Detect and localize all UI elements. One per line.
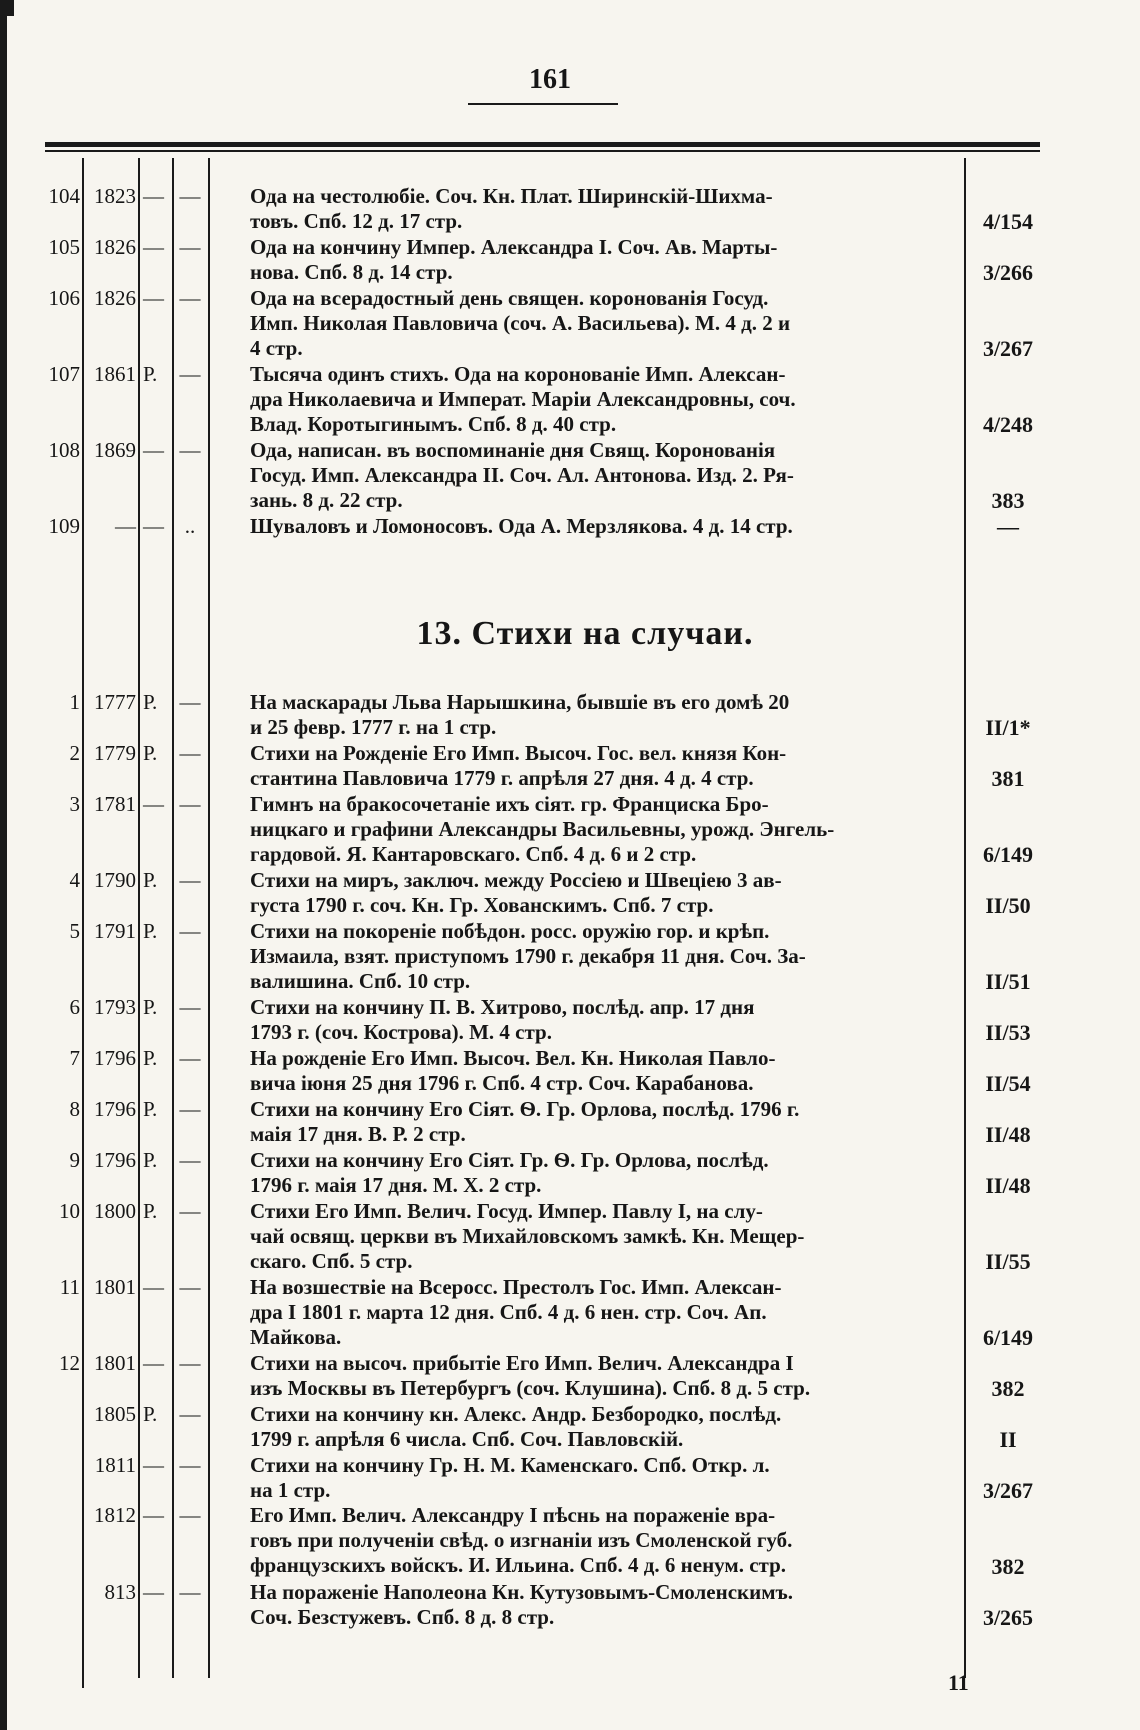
poem-entry-year: 1812 (94, 1503, 136, 1528)
description-line: 1799 г. апрѣля 6 числа. Спб. Соч. Павловскій. (250, 1426, 684, 1451)
ode-entry-year: — (115, 514, 136, 539)
poem-entry-reference: 381 (991, 766, 1025, 792)
poem-entry-description (250, 995, 960, 1045)
ode-entry-description (250, 362, 960, 437)
poem-entry-reference: 382 (991, 1553, 1025, 1579)
poem-entry-mark-p: Р. (143, 1147, 158, 1172)
description-line: Ода, написан. въ воспоминаніе дня Свящ. Коронованія (250, 438, 776, 462)
ode-entry-year: 1823 (94, 184, 136, 208)
ode-entry-mark-t: — (179, 285, 201, 310)
poem-entry-year: 1779 (94, 740, 136, 765)
poem-entry-year: 1777 (94, 690, 136, 714)
ode-entry-mark-p: — (143, 234, 164, 259)
description-line: скаго. Спб. 5 стр. (250, 1248, 413, 1273)
description-line: густа 1790 г. соч. Кн. Гр. Хованскимъ. Спб. 7 стр. (250, 892, 714, 917)
poem-entry-description (250, 919, 960, 994)
description-line: французскихъ войскъ. И. Ильина. Спб. 4 д. 6 ненум. стр. (250, 1553, 787, 1578)
description-line: Ода на честолюбіе. Соч. Кн. Плат. Ширинскій-Шихма- (250, 184, 773, 208)
poem-entry-reference: II (999, 1426, 1017, 1452)
poem-entry-mark-t: — (179, 740, 201, 765)
section-title: 13. Стихи на случаи. (416, 615, 754, 652)
description-line: дра І 1801 г. марта 12 дня. Спб. 4 д. 6 нен. стр. Соч. Ап. (250, 1299, 767, 1324)
description-line: Стихи на кончину Его Сіят. Гр. Ѳ. Гр. Орлова, послѣд. (250, 1147, 769, 1172)
poem-entry-mark-p: — (143, 791, 164, 816)
poem-entry-year: 1811 (94, 1452, 136, 1477)
poem-entry-mark-p: Р. (143, 690, 158, 714)
description-line: На возшествіе на Всеросс. Престолъ Гос. Имп. Алексан- (250, 1274, 782, 1299)
poem-entry-reference: II/55 (985, 1248, 1031, 1274)
signature-mark: 11 (948, 1670, 969, 1695)
ode-entry-number: 105 (48, 234, 80, 259)
poem-entry-mark-p: — (143, 1350, 164, 1375)
description-line: и 25 февр. 1777 г. на 1 стр. (250, 715, 497, 739)
poem-entry-number: 11 (59, 1274, 80, 1299)
description-line: вича іюня 25 дня 1796 г. Спб. 4 стр. Соч. Карабанова. (250, 1070, 754, 1095)
description-line: На маскарады Льва Нарышкина, бывшіе въ его домѣ 20 (250, 690, 790, 714)
poem-entry-mark-t: — (179, 1045, 201, 1070)
ode-entry-mark-p: — (143, 514, 164, 539)
description-line: говъ при полученіи свѣд. о изгнаніи изъ Смоленской губ. (250, 1528, 793, 1553)
poem-entry-mark-t: — (179, 994, 201, 1019)
poem-entry-number: 6 (69, 994, 80, 1019)
ode-entry-mark-p: — (143, 184, 164, 208)
description-line: Стихи на кончину Гр. Н. М. Каменскаго. Спб. Откр. л. (250, 1452, 770, 1477)
ode-entry-description (250, 286, 960, 361)
poem-entry-mark-p: — (143, 1579, 164, 1604)
description-line: На рожденіе Его Имп. Высоч. Вел. Кн. Николая Павло- (250, 1045, 776, 1070)
poem-entry-reference: II/50 (985, 893, 1031, 919)
description-line: Стихи на кончину Его Сіят. Ѳ. Гр. Орлова, послѣд. 1796 г. (250, 1096, 800, 1121)
poem-entry-mark-t: — (179, 1096, 201, 1121)
poem-entry-year: 1801 (94, 1350, 136, 1375)
poem-entry-reference: II/48 (985, 1172, 1031, 1198)
description-line: Его Имп. Велич. Александру І пѣснь на пораженіе вра- (250, 1503, 776, 1528)
ode-entry-mark-p: Р. (143, 361, 158, 386)
column-rule-t (208, 158, 210, 1678)
ode-entry-number: 107 (48, 361, 80, 386)
ode-entry-reference: 3/266 (982, 260, 1034, 286)
description-line: нова. Спб. 8 д. 14 стр. (250, 259, 453, 284)
description-line: Измаила, взят. приступомъ 1790 г. декабря 11 дня. Соч. За- (250, 943, 806, 968)
poem-entry-mark-p: Р. (143, 918, 158, 943)
scan-edge (0, 0, 7, 1730)
poem-entry-reference: II/48 (985, 1121, 1031, 1147)
poem-entry-number: 10 (59, 1198, 80, 1223)
poem-entry-mark-t: — (179, 1274, 201, 1299)
ode-entry-reference: 4/154 (982, 209, 1034, 235)
description-line: Стихи на высоч. прибытіе Его Имп. Велич. Александра І (250, 1350, 794, 1375)
poem-entry-number: 12 (59, 1350, 80, 1375)
poem-entry-year: 813 (104, 1579, 136, 1604)
description-line: 1796 г. маія 17 дня. М. Х. 2 стр. (250, 1172, 542, 1197)
description-line: маія 17 дня. В. Р. 2 стр. (250, 1121, 466, 1146)
header-rule (45, 142, 1040, 147)
poem-entry-year: 1790 (94, 867, 136, 892)
poem-entry-description (250, 1453, 960, 1503)
poem-entry-mark-p: — (143, 1274, 164, 1299)
poem-entry-mark-t: — (179, 1503, 201, 1528)
poem-entry-description (250, 1351, 960, 1401)
poem-entry-reference: 6/149 (982, 1325, 1034, 1350)
description-line: Шуваловъ и Ломоносовъ. Ода А. Мерзлякова. 4 д. 14 стр. (250, 514, 793, 539)
ode-entry-mark-p: — (143, 285, 164, 310)
ode-entry-description (250, 235, 960, 285)
description-line: Стихи на кончину кн. Алекс. Андр. Безбородко, послѣд. (250, 1401, 782, 1426)
ode-entry-reference: 3/267 (982, 336, 1034, 362)
poem-entry-number: 9 (69, 1147, 80, 1172)
poem-entry-description (250, 1097, 960, 1147)
poem-entry-description (250, 1046, 960, 1096)
poem-entry-year: 1805 (94, 1401, 136, 1426)
poem-entry-number: 5 (69, 918, 80, 943)
poem-entry-description (250, 1402, 960, 1452)
poem-entry-mark-t: — (179, 690, 201, 714)
poem-entry-mark-p: Р. (143, 867, 158, 892)
poem-entry-mark-t: — (179, 1452, 201, 1477)
scan-corner (0, 0, 14, 16)
poem-entry-description (250, 1148, 960, 1198)
description-line: Гимнъ на бракосочетаніе ихъ сіят. гр. Франциска Бро- (250, 791, 769, 816)
ode-entry-description (250, 184, 960, 234)
poem-entry-year: 1791 (94, 918, 136, 943)
poem-entry-description (250, 741, 960, 791)
page-number: 161 (529, 64, 571, 95)
poem-entry-description (250, 690, 960, 740)
poem-entry-mark-p: Р. (143, 1096, 158, 1121)
description-line: стантина Павловича 1779 г. апрѣля 27 дня. 4 д. 4 стр. (250, 765, 754, 790)
poem-entry-mark-p: Р. (143, 740, 158, 765)
description-line: Стихи Его Имп. Велич. Госуд. Импер. Павлу І, на слу- (250, 1198, 763, 1223)
poem-entry-year: 1796 (94, 1096, 136, 1121)
ode-entry-year: 1869 (94, 438, 136, 462)
poem-entry-mark-p: — (143, 1503, 164, 1528)
poem-entry-description (250, 792, 960, 867)
ode-entry-reference: — (997, 514, 1019, 540)
description-line: чай освящ. церкви въ Михайловскомъ замкѣ. Кн. Мещер- (250, 1223, 805, 1248)
poem-entry-number: 8 (69, 1096, 80, 1121)
description-line: Влад. Коротыгинымъ. Спб. 8 д. 40 стр. (250, 411, 617, 436)
poem-entry-mark-t: — (179, 791, 201, 816)
ode-entry-year: 1861 (94, 361, 136, 386)
poem-entry-number: 3 (69, 791, 80, 816)
description-line: Ода на кончину Импер. Александра І. Соч. Ав. Марты- (250, 234, 778, 259)
poem-entry-reference: 6/149 (982, 842, 1034, 868)
description-line: Госуд. Имп. Александра II. Соч. Ал. Антонова. Изд. 2. Ря- (250, 463, 794, 487)
poem-entry-year: 1781 (94, 791, 136, 816)
poem-entry-reference: 382 (991, 1375, 1025, 1401)
poem-entry-reference: 3/265 (982, 1604, 1034, 1630)
poem-entry-mark-p: Р. (143, 994, 158, 1019)
poem-entry-number: 4 (69, 867, 80, 892)
poem-entry-mark-p: Р. (143, 1198, 158, 1223)
poem-entry-number: 7 (69, 1045, 80, 1070)
column-rule-text (964, 158, 966, 1678)
description-line: Майкова. (250, 1324, 342, 1349)
description-line: гардовой. Я. Кантаровскаго. Спб. 4 д. 6 и 2 стр. (250, 841, 697, 866)
column-rule-p (172, 158, 174, 1678)
ode-entry-mark-t: — (179, 361, 201, 386)
poem-entry-mark-p: Р. (143, 1401, 158, 1426)
poem-entry-reference: II/54 (985, 1071, 1031, 1096)
header-rule-thin (45, 150, 1040, 152)
description-line: Ода на всерадостный день священ. коронованія Госуд. (250, 285, 769, 310)
ode-entry-description (250, 438, 960, 513)
poem-entry-mark-t: — (179, 1147, 201, 1172)
ode-entry-year: 1826 (94, 285, 136, 310)
ode-entry-reference: 383 (991, 488, 1025, 514)
poem-entry-mark-t: — (179, 1198, 201, 1223)
description-line: зань. 8 д. 22 стр. (250, 488, 403, 512)
poem-entry-mark-t: — (179, 1350, 201, 1375)
ode-entry-mark-p: — (143, 438, 164, 462)
description-line: Стихи на кончину П. В. Хитрово, послѣд. апр. 17 дня (250, 994, 755, 1019)
description-line: на 1 стр. (250, 1477, 331, 1502)
ode-entry-number: 109 (48, 514, 80, 539)
poem-entry-description (250, 1503, 960, 1578)
ode-entry-mark-t: — (179, 438, 201, 462)
poem-entry-number: 2 (69, 740, 80, 765)
description-line: ницкаго и графини Александры Васильевны, урожд. Энгель- (250, 816, 835, 841)
poem-entry-description (250, 1275, 960, 1350)
poem-entry-mark-t: — (179, 1579, 201, 1604)
poem-entry-mark-t: — (179, 918, 201, 943)
description-line: валишина. Спб. 10 стр. (250, 968, 471, 993)
description-line: На пораженіе Наполеона Кн. Кутузовымъ-Смоленскимъ. (250, 1579, 794, 1604)
description-line: дра Николаевича и Императ. Маріи Александровны, соч. (250, 386, 796, 411)
poem-entry-year: 1800 (94, 1198, 136, 1223)
ode-entry-year: 1826 (94, 234, 136, 259)
poem-entry-mark-t: — (179, 1401, 201, 1426)
ode-entry-reference: 4/248 (982, 412, 1034, 438)
poem-entry-reference: II/1* (985, 715, 1031, 741)
description-line: Стихи на Рожденіе Его Имп. Высоч. Гос. вел. князя Кон- (250, 740, 787, 765)
poem-entry-description (250, 1580, 960, 1630)
poem-entry-reference: 3/267 (982, 1477, 1034, 1503)
poem-entry-year: 1796 (94, 1045, 136, 1070)
description-line: 4 стр. (250, 335, 303, 360)
ode-entry-mark-t: .. (184, 514, 196, 539)
ode-entry-mark-t: — (179, 184, 201, 208)
ode-entry-mark-t: — (179, 234, 201, 259)
description-line: 1793 г. (соч. Кострова). М. 4 стр. (250, 1019, 552, 1044)
description-line: Соч. Безстужевъ. Спб. 8 д. 8 стр. (250, 1604, 555, 1629)
poem-entry-mark-p: Р. (143, 1045, 158, 1070)
ode-entry-number: 108 (48, 438, 80, 462)
column-rule-year (138, 158, 140, 1678)
description-line: изъ Москвы въ Петербургъ (соч. Клушина). Спб. 8 д. 5 стр. (250, 1375, 811, 1400)
poem-entry-description (250, 868, 960, 918)
ode-entry-number: 104 (48, 184, 80, 208)
page-number-rule (468, 103, 618, 105)
poem-entry-description (250, 1199, 960, 1274)
poem-entry-mark-t: — (179, 867, 201, 892)
description-line: Имп. Николая Павловича (соч. А. Васильева). М. 4 д. 2 и (250, 310, 791, 335)
poem-entry-year: 1796 (94, 1147, 136, 1172)
description-line: Стихи на покореніе побѣдон. росс. оружію гор. и крѣп. (250, 918, 770, 943)
ode-entry-number: 106 (48, 285, 80, 310)
poem-entry-number: 1 (69, 690, 80, 714)
poem-entry-year: 1793 (94, 994, 136, 1019)
description-line: Стихи на миръ, заключ. между Россіею и Швеціею 3 ав- (250, 867, 782, 892)
description-line: товъ. Спб. 12 д. 17 стр. (250, 209, 463, 233)
poem-entry-reference: II/51 (985, 969, 1031, 995)
poem-entry-year: 1801 (94, 1274, 136, 1299)
description-line: Тысяча одинъ стихъ. Ода на коронованіе Имп. Алексан- (250, 361, 786, 386)
poem-entry-reference: II/53 (985, 1020, 1031, 1046)
poem-entry-mark-p: — (143, 1452, 164, 1477)
ode-entry-description (250, 514, 960, 539)
